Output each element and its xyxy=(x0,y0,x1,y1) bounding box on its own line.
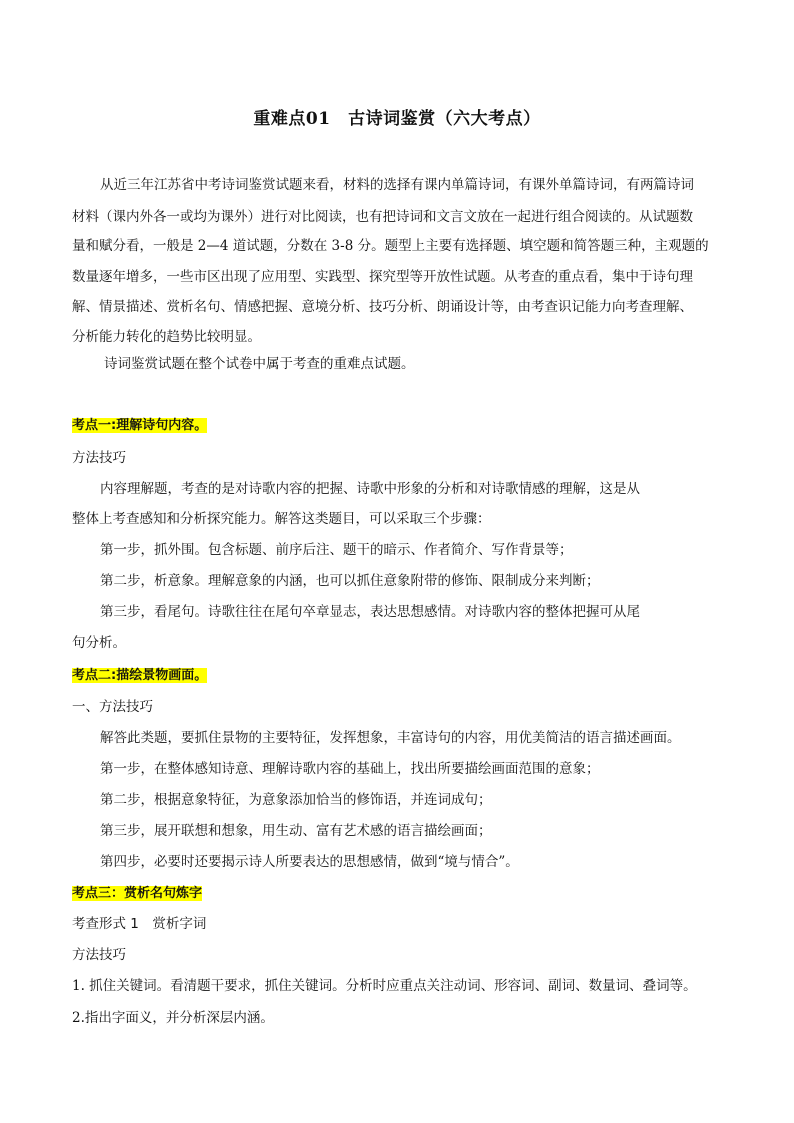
point2-line: 解答此类题，要抓住景物的主要特征，发挥想象，丰富诗句的内容，用优美简洁的语言描述画面。 xyxy=(100,730,681,746)
point3-line: 2.指出字面义，并分析深层内涵。 xyxy=(72,1010,274,1026)
point1-method: 方法技巧 xyxy=(72,450,126,466)
point2-line: 第三步，展开联想和想象，用生动、富有艺术感的语言描绘画面； xyxy=(100,823,492,839)
point1-line: 句分析。 xyxy=(72,635,126,651)
point3-form: 考查形式 1 赏析字词 xyxy=(72,916,207,932)
point1-heading-text: 考点一:理解诗句内容。 xyxy=(72,418,208,433)
point1-heading xyxy=(72,415,207,436)
point1-line: 整体上考查感知和分析探究能力。解答这类题目，可以采取三个步骤： xyxy=(72,511,491,527)
point3-method: 方法技巧 xyxy=(72,947,126,963)
point1-line: 第三步，看尾句。诗歌往往在尾句卒章显志，表达思想感情。对诗歌内容的整体把握可从尾 xyxy=(100,604,640,620)
point1-line: 第二步，析意象。理解意象的内涵，也可以抓住意象附带的修饰、限制成分来判断； xyxy=(100,573,600,589)
intro-line: 量和赋分看，一般是 2—4 道试题，分数在 3-8 分。题型上主要有选择题、填空题和简答题三种，主观题的 xyxy=(72,238,709,254)
point2-line: 第二步，根据意象特征，为意象添加恰当的修饰语，并连词成句； xyxy=(100,792,492,808)
intro-line: 诗词鉴赏试题在整个试卷中属于考查的重难点试题。 xyxy=(104,356,415,372)
page-title: 重难点01 古诗词鉴赏（六大考点） xyxy=(253,109,541,129)
point2-line: 第四步，必要时还要揭示诗人所要表达的思想感情，做到“境与情合”。 xyxy=(100,854,519,870)
intro-line: 分析能力转化的趋势比较明显。 xyxy=(72,329,261,345)
point3-heading xyxy=(72,883,202,904)
point2-line: 第一步，在整体感知诗意、理解诗歌内容的基础上，找出所要描绘画面范围的意象； xyxy=(100,761,600,777)
point3-heading-text: 考点三：赏析名句炼字 xyxy=(72,886,203,901)
point2-heading-text: 考点二:描绘景物画面。 xyxy=(72,668,208,683)
intro-line: 材料（课内外各一或均为课外）进行对比阅读，也有把诗词和文言文放在一起进行组合阅读的。从试题数 xyxy=(72,209,693,225)
point2-heading xyxy=(72,665,207,686)
point1-line: 第一步，抓外围。包含标题、前序后注、题干的暗示、作者简介、写作背景等； xyxy=(100,542,573,558)
point2-method: 一、方法技巧 xyxy=(72,699,153,715)
intro-line: 从近三年江苏省中考诗词鉴赏试题来看，材料的选择有课内单篇诗词，有课外单篇诗词，有两篇诗词 xyxy=(100,177,694,193)
point1-line: 内容理解题，考查的是对诗歌内容的把握、诗歌中形象的分析和对诗歌情感的理解，这是从 xyxy=(100,481,640,497)
intro-line: 数量逐年增多，一些市区出现了应用型、实践型、探究型等开放性试题。从考查的重点看，集中于诗句理 xyxy=(72,269,693,285)
point3-line: 1. 抓住关键词。看清题干要求，抓住关键词。分析时应重点关注动词、形容词、副词、数量词、叠词等。 xyxy=(72,978,697,994)
intro-line: 解、情景描述、赏析名句、情感把握、意境分析、技巧分析、朗诵设计等，由考查识记能力向考查理解、 xyxy=(72,299,693,315)
